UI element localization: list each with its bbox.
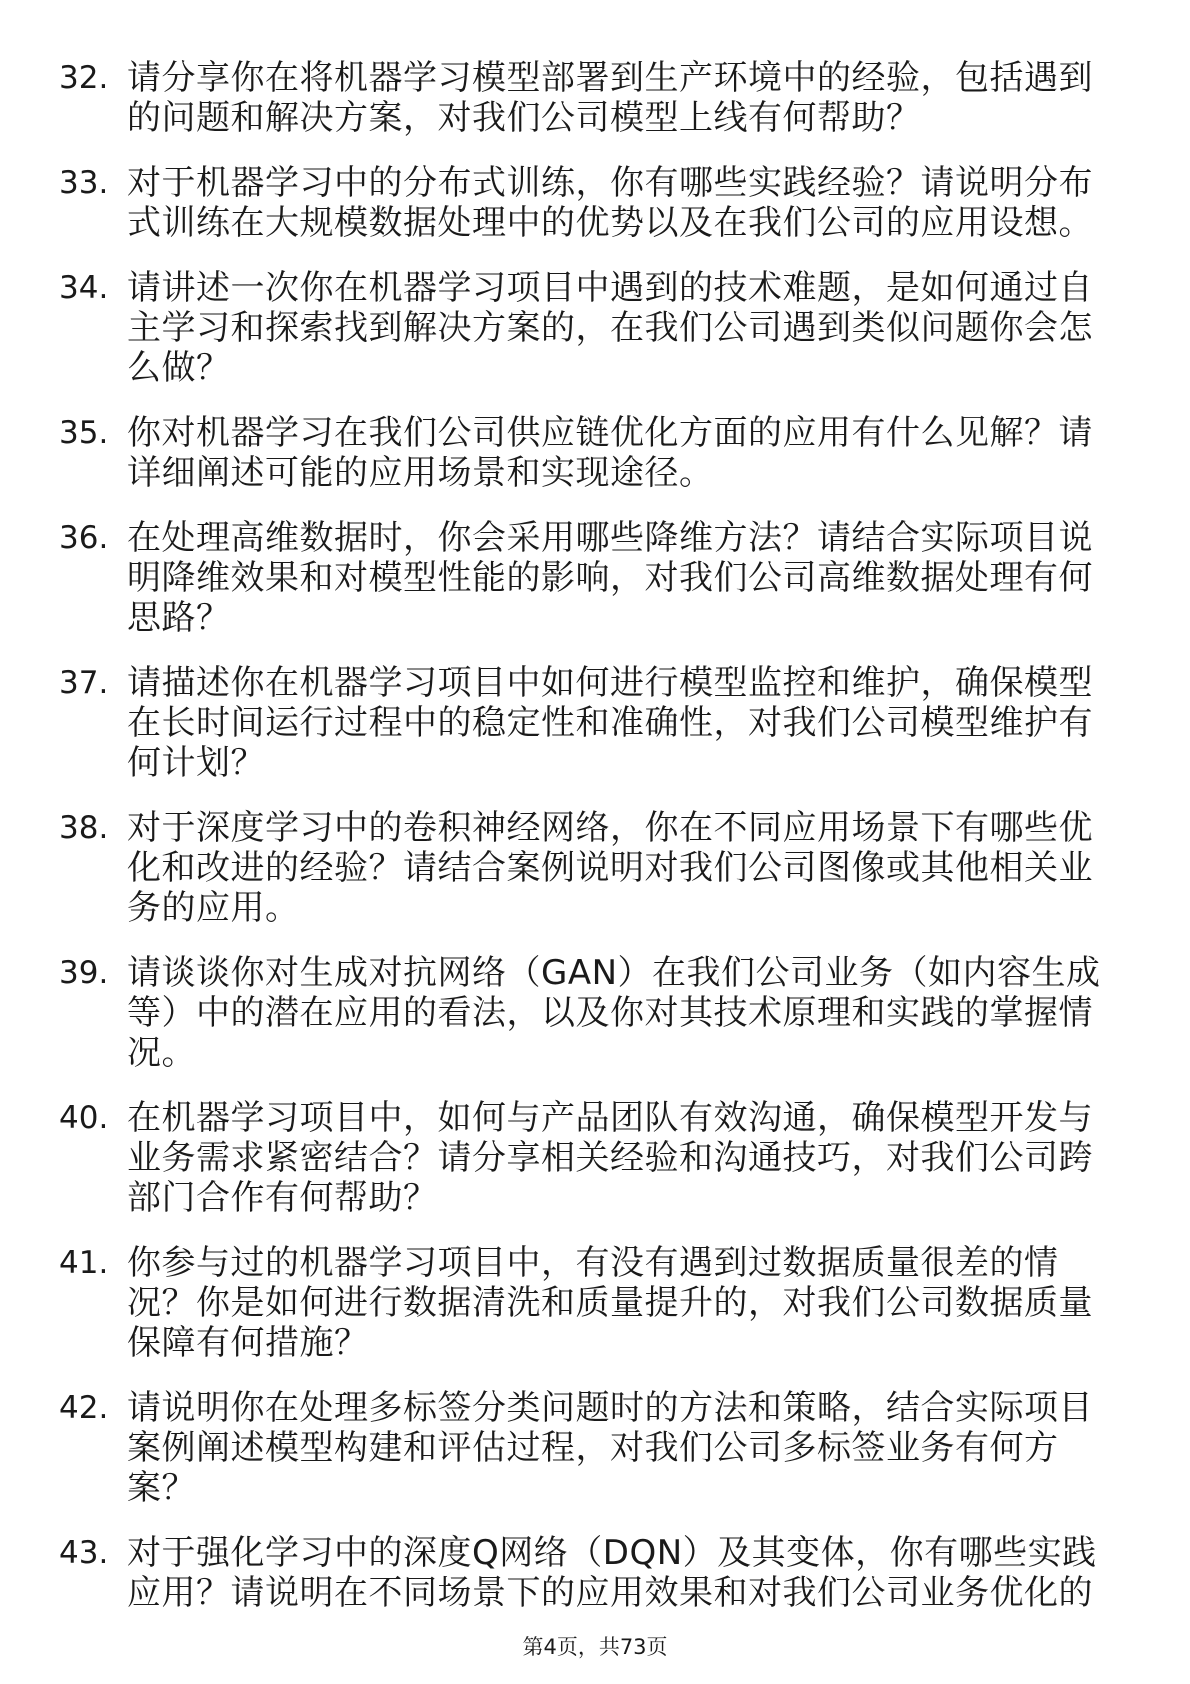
question-text: [127, 518, 1093, 638]
question-line: 保障有何措施？: [127, 1323, 369, 1363]
question-line: 业务需求紧密结合？请分享相关经验和沟通技巧，对我们公司跨: [127, 1138, 1093, 1178]
question-item: [59, 663, 1190, 783]
question-number: 33.: [59, 165, 109, 201]
question-item: [59, 1243, 1190, 1363]
question-line: 请描述你在机器学习项目中如何进行模型监控和维护，确保模型: [127, 663, 1093, 703]
question-line: 等）中的潜在应用的看法，以及你对其技术原理和实践的掌握情: [127, 993, 1093, 1033]
question-item: [59, 413, 1190, 493]
question-number: 38.: [59, 810, 109, 846]
question-text: [127, 1098, 1093, 1218]
question-line: 的问题和解决方案，对我们公司模型上线有何帮助？: [127, 98, 921, 138]
question-text: [127, 663, 1093, 783]
question-number: 42.: [59, 1390, 109, 1426]
question-line: 部门合作有何帮助？: [127, 1178, 438, 1218]
question-line: 么做？: [127, 348, 231, 388]
question-list: [0, 58, 1190, 1613]
question-item: [59, 518, 1190, 638]
question-item: [59, 1098, 1190, 1218]
question-line: 明降维效果和对模型性能的影响，对我们公司高维数据处理有何: [127, 558, 1093, 598]
question-line: 况。: [127, 1033, 196, 1073]
question-item: [59, 1533, 1190, 1613]
question-text: [127, 808, 1093, 928]
question-line: 况？你是如何进行数据清洗和质量提升的，对我们公司数据质量: [127, 1283, 1093, 1323]
question-number: 34.: [59, 270, 109, 306]
question-line: 案？: [127, 1468, 196, 1508]
question-line: 化和改进的经验？请结合案例说明对我们公司图像或其他相关业: [127, 848, 1093, 888]
question-line: 详细阐述可能的应用场景和实现途径。: [127, 453, 714, 493]
question-number: 35.: [59, 415, 109, 451]
question-line: 应用？请说明在不同场景下的应用效果和对我们公司业务优化的: [127, 1573, 1093, 1613]
question-item: [59, 163, 1190, 243]
question-line: 务的应用。: [127, 888, 300, 928]
question-line: 主学习和探索找到解决方案的，在我们公司遇到类似问题你会怎: [127, 308, 1093, 348]
page-number-footer: 第4页，共73页: [522, 1635, 668, 1659]
question-item: [59, 268, 1190, 388]
question-text: [127, 1388, 1093, 1508]
question-line: 式训练在大规模数据处理中的优势以及在我们公司的应用设想。: [127, 203, 1093, 243]
question-text: [127, 413, 1093, 493]
question-line: 在长时间运行过程中的稳定性和准确性，对我们公司模型维护有: [127, 703, 1093, 743]
question-line: 请说明你在处理多标签分类问题时的方法和策略，结合实际项目: [127, 1388, 1093, 1428]
question-number: 39.: [59, 955, 109, 991]
question-line: 思路？: [127, 598, 231, 638]
question-number: 40.: [59, 1100, 109, 1136]
question-item: [59, 1388, 1190, 1508]
question-line: 在机器学习项目中，如何与产品团队有效沟通，确保模型开发与: [127, 1098, 1093, 1138]
question-line: 在处理高维数据时，你会采用哪些降维方法？请结合实际项目说: [127, 518, 1093, 558]
question-number: 32.: [59, 60, 109, 96]
question-item: [59, 808, 1190, 928]
question-line: 你对机器学习在我们公司供应链优化方面的应用有什么见解？请: [127, 413, 1093, 453]
question-text: [127, 1243, 1093, 1363]
question-text: [127, 1533, 1097, 1613]
question-line: 对于深度学习中的卷积神经网络，你在不同应用场景下有哪些优: [127, 808, 1093, 848]
question-line: 请谈谈你对生成对抗网络（GAN）在我们公司业务（如内容生成: [127, 953, 1101, 993]
question-item: [59, 953, 1190, 1073]
question-number: 37.: [59, 665, 109, 701]
question-number: 36.: [59, 520, 109, 556]
question-item: [59, 58, 1190, 138]
question-line: 对于强化学习中的深度Q网络（DQN）及其变体，你有哪些实践: [127, 1533, 1097, 1573]
question-text: [127, 163, 1093, 243]
question-text: [127, 58, 1093, 138]
question-line: 对于机器学习中的分布式训练，你有哪些实践经验？请说明分布: [127, 163, 1093, 203]
question-line: 你参与过的机器学习项目中，有没有遇到过数据质量很差的情: [127, 1243, 1059, 1283]
question-line: 请讲述一次你在机器学习项目中遇到的技术难题，是如何通过自: [127, 268, 1093, 308]
question-number: 43.: [59, 1535, 109, 1571]
question-line: 案例阐述模型构建和评估过程，对我们公司多标签业务有何方: [127, 1428, 1059, 1468]
question-text: [127, 953, 1101, 1073]
question-line: 何计划？: [127, 743, 265, 783]
question-line: 请分享你在将机器学习模型部署到生产环境中的经验，包括遇到: [127, 58, 1093, 98]
question-text: [127, 268, 1093, 388]
question-number: 41.: [59, 1245, 109, 1281]
